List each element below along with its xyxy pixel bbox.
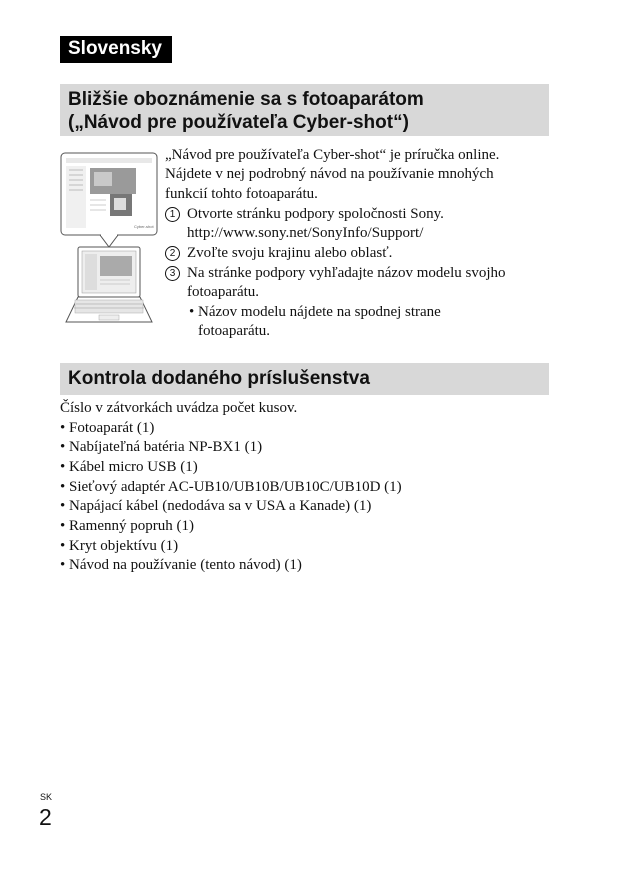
list-item-text: Sieťový adaptér AC-UB10/UB10B/UB10C/UB10D (1) (69, 479, 402, 495)
intro-line: „Návod pre používateľa Cyber-shot“ je príručka online. (165, 147, 500, 163)
list-item: • Návod na používanie (tento návod) (1) (60, 557, 302, 573)
step-3 (165, 264, 506, 284)
list-item-text: Návod na používanie (tento návod) (1) (69, 557, 302, 573)
language-label: Slovensky (60, 36, 172, 63)
footer-language-code: SK (40, 792, 53, 802)
list-item: • Nabíjateľná batéria NP-BX1 (1) (60, 439, 263, 455)
browser-popup-icon (61, 153, 157, 247)
step-text: Otvorte stránku podpory spoločnosti Sony. (187, 206, 444, 222)
intro-line: Nájdete v nej podrobný návod na používanie mnohých (165, 166, 494, 182)
step-2 (165, 244, 392, 264)
laptop-manual-illustration (60, 150, 158, 330)
list-item: • Kábel micro USB (1) (60, 459, 198, 475)
list-item-text: Napájací kábel (nedodáva sa v USA a Kanade) (1) (69, 498, 372, 514)
illustration-brand-label: Cyber-shot (134, 224, 154, 229)
step-1 (165, 205, 444, 225)
step-text: Na stránke podpory vyhľadajte názov modelu svojho (187, 265, 506, 281)
laptop-icon (66, 247, 152, 322)
step-text-continued: fotoaparátu. (187, 284, 260, 300)
list-item: • Ramenný popruh (1) (60, 518, 194, 534)
list-item-text: Fotoaparát (1) (69, 420, 155, 436)
list-item: • Kryt objektívu (1) (60, 538, 179, 554)
intro-line: funkcií tohto fotoaparátu. (165, 186, 318, 202)
step-text: Zvoľte svoju krajinu alebo oblasť. (187, 245, 393, 261)
list-item-text: Nabíjateľná batéria NP-BX1 (1) (69, 439, 263, 455)
support-url: http://www.sony.net/SonyInfo/Support/ (187, 225, 424, 241)
section-title-line-2: („Návod pre používateľa Cyber-shot“) (68, 112, 409, 133)
list-item-text: Ramenný popruh (1) (69, 518, 194, 534)
note-line: • Názov modelu nájdete na spodnej strane (189, 304, 441, 320)
list-item-text: Kábel micro USB (1) (69, 459, 198, 475)
step-number: 2 (165, 246, 180, 261)
accessories-intro: Číslo v zátvorkách uvádza počet kusov. (60, 400, 298, 416)
section-title: Kontrola dodaného príslušenstva (68, 368, 370, 389)
section-title-line-1: Bližšie oboznámenie sa s fotoaparátom (68, 89, 424, 110)
section-header-accessories (60, 363, 549, 395)
note-line-continued: fotoaparátu. (198, 323, 271, 339)
list-item: • Napájací kábel (nedodáva sa v USA a Kanade) (1) (60, 498, 372, 514)
page-number: 2 (39, 804, 52, 830)
note-text: Názov modelu nájdete na spodnej strane (198, 304, 441, 320)
list-item: • Sieťový adaptér AC-UB10/UB10B/UB10C/UB10D (1) (60, 479, 402, 495)
section-header-manual (60, 84, 549, 136)
list-item-text: Kryt objektívu (1) (69, 538, 179, 554)
step-number: 3 (165, 266, 180, 281)
list-item: • Fotoaparát (1) (60, 420, 155, 436)
step-number: 1 (165, 207, 180, 222)
